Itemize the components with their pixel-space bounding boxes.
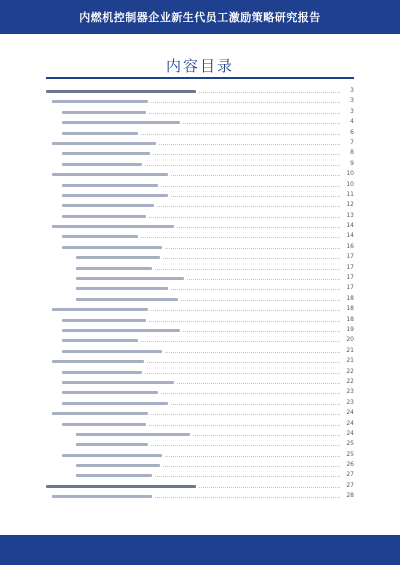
- toc-entry[interactable]: [46, 96, 354, 106]
- toc-entry-title: [52, 495, 152, 498]
- toc-leader-dots: [149, 217, 340, 218]
- toc-entry-title: [62, 371, 142, 374]
- toc-entry-page: 27: [346, 481, 354, 489]
- toc-entry-title: [62, 391, 158, 394]
- toc-leader-dots: [155, 476, 340, 477]
- toc-leader-dots: [151, 102, 340, 103]
- toc-entry-page: 22: [346, 377, 354, 385]
- toc-entry[interactable]: [46, 419, 354, 429]
- toc-entry-page: 12: [346, 201, 354, 209]
- toc-leader-dots: [165, 248, 340, 249]
- toc-entry-page: 9: [350, 159, 354, 167]
- toc-leader-dots: [149, 113, 340, 114]
- toc-entry-page: 24: [346, 419, 354, 427]
- toc-leader-dots: [155, 497, 340, 498]
- toc-entry[interactable]: [46, 367, 354, 377]
- toc-leader-dots: [151, 414, 340, 415]
- toc-leader-dots: [177, 383, 340, 384]
- toc-entry-title: [52, 308, 148, 311]
- toc-entry-page: 20: [346, 336, 354, 344]
- toc-entry[interactable]: [46, 439, 354, 449]
- toc-leader-dots: [165, 456, 340, 457]
- toc-entry-title: [62, 339, 138, 342]
- toc-leader-dots: [163, 258, 340, 259]
- toc-entry[interactable]: [46, 159, 354, 169]
- toc-entry-title: [62, 111, 146, 114]
- toc-leader-dots: [149, 425, 340, 426]
- toc-entry-title: [62, 184, 158, 187]
- toc-entry-title: [62, 235, 138, 238]
- toc-entry-page: 18: [346, 315, 354, 323]
- report-title: 内燃机控制器企业新生代员工激励策略研究报告: [79, 11, 321, 24]
- toc-entry-title: [62, 132, 138, 135]
- toc-entry[interactable]: [46, 283, 354, 293]
- toc-leader-dots: [171, 196, 340, 197]
- toc-leader-dots: [187, 279, 340, 280]
- toc-entry[interactable]: [46, 138, 354, 148]
- toc-entry-title: [76, 443, 148, 446]
- toc-entry[interactable]: [46, 117, 354, 127]
- toc-leader-dots: [145, 373, 340, 374]
- toc-leader-dots: [141, 237, 340, 238]
- toc-leader-dots: [199, 487, 340, 488]
- toc-leader-dots: [193, 435, 340, 436]
- toc-entry[interactable]: [46, 408, 354, 418]
- toc-entry-title: [52, 100, 148, 103]
- toc-entry-title: [52, 142, 156, 145]
- toc-entry-title: [46, 90, 196, 93]
- toc-entry-page: 3: [350, 87, 354, 94]
- toc-entry-page: 24: [346, 409, 354, 417]
- toc-entry[interactable]: [46, 211, 354, 221]
- toc-entry-title: [62, 350, 162, 353]
- toc-entry-title: [76, 474, 152, 477]
- toc-entry-page: 24: [346, 429, 354, 437]
- toc-leader-dots: [199, 92, 340, 93]
- toc-entry[interactable]: [46, 491, 354, 501]
- toc-entry-page: 17: [346, 263, 354, 271]
- toc-entry[interactable]: [46, 107, 354, 117]
- toc-entry-page: 7: [350, 138, 354, 146]
- toc-entry-page: 11: [346, 190, 354, 198]
- toc-entry[interactable]: [46, 346, 354, 356]
- toc-entry-page: 28: [346, 492, 354, 500]
- toc-leader-dots: [147, 362, 340, 363]
- toc-leader-dots: [163, 466, 340, 467]
- toc-entry[interactable]: [46, 221, 354, 231]
- toc-entry-page: 21: [346, 346, 354, 354]
- toc-entry[interactable]: [46, 304, 354, 314]
- toc-entry-title: [52, 412, 148, 415]
- toc-entry[interactable]: [46, 148, 354, 158]
- footer-banner: [0, 535, 400, 565]
- toc-entry-title: [76, 298, 178, 301]
- toc-entry-title: [76, 464, 160, 467]
- toc-entry[interactable]: [46, 377, 354, 387]
- toc-entry[interactable]: [46, 200, 354, 210]
- toc-entry[interactable]: [46, 325, 354, 335]
- toc-entry[interactable]: [46, 273, 354, 283]
- toc-entry[interactable]: [46, 481, 354, 491]
- toc-leader-dots: [161, 186, 340, 187]
- toc-entry-title: [62, 194, 168, 197]
- toc-entry-title: [62, 152, 150, 155]
- toc-entry-title: [52, 173, 168, 176]
- toc-entry-title: [52, 225, 174, 228]
- toc-entry-page: 26: [346, 461, 354, 469]
- toc-leader-dots: [171, 404, 340, 405]
- toc-entry-page: 23: [346, 398, 354, 406]
- toc-entry-title: [62, 329, 180, 332]
- toc-leader-dots: [145, 165, 340, 166]
- toc-leader-dots: [153, 154, 340, 155]
- toc-entry[interactable]: [46, 190, 354, 200]
- toc-entry-page: 16: [346, 242, 354, 250]
- toc-entry[interactable]: [46, 335, 354, 345]
- toc-entry-page: 25: [346, 440, 354, 448]
- toc-entry-page: 10: [346, 170, 354, 178]
- toc-entry-page: 13: [346, 211, 354, 219]
- toc-entry-title: [62, 163, 142, 166]
- toc-leader-dots: [177, 227, 340, 228]
- toc-entry-page: 18: [346, 294, 354, 302]
- toc-entry[interactable]: [46, 470, 354, 480]
- toc-leader-dots: [161, 393, 340, 394]
- toc-leader-dots: [149, 321, 340, 322]
- toc-entry-page: 17: [346, 274, 354, 282]
- toc-leader-dots: [171, 289, 340, 290]
- toc-entry-page: 19: [346, 325, 354, 333]
- toc-entry-page: 3: [350, 107, 354, 115]
- toc-entry-page: 17: [346, 253, 354, 261]
- toc-entry-title: [76, 287, 168, 290]
- toc-entry[interactable]: [46, 169, 354, 179]
- toc-entry[interactable]: [46, 387, 354, 397]
- toc-entry-page: 27: [346, 471, 354, 479]
- toc-entry-title: [62, 246, 162, 249]
- toc-leader-dots: [183, 331, 340, 332]
- toc-entry[interactable]: [46, 263, 354, 273]
- toc-entry[interactable]: [46, 231, 354, 241]
- toc-entry-page: 4: [350, 118, 354, 126]
- toc-leader-dots: [171, 175, 340, 176]
- toc-entry[interactable]: [46, 180, 354, 190]
- toc-entry-title: [62, 423, 146, 426]
- table-of-contents: [46, 86, 354, 502]
- toc-entry[interactable]: [46, 429, 354, 439]
- toc-entry[interactable]: [46, 294, 354, 304]
- toc-leader-dots: [151, 445, 340, 446]
- toc-leader-dots: [155, 269, 340, 270]
- toc-entry-title: [62, 402, 168, 405]
- toc-entry-page: 3: [350, 97, 354, 105]
- toc-heading: 内容目录: [165, 57, 234, 75]
- toc-entry-page: 18: [346, 305, 354, 313]
- toc-entry[interactable]: [46, 450, 354, 460]
- toc-entry-title: [76, 256, 160, 259]
- toc-entry[interactable]: [46, 242, 354, 252]
- toc-leader-dots: [141, 341, 340, 342]
- toc-entry-title: [62, 319, 146, 322]
- toc-entry-title: [46, 485, 196, 488]
- toc-leader-dots: [183, 123, 340, 124]
- toc-entry-page: 23: [346, 388, 354, 396]
- toc-leader-dots: [159, 144, 340, 145]
- toc-entry-page: 17: [346, 284, 354, 292]
- toc-heading-divider: [46, 77, 354, 79]
- toc-entry[interactable]: [46, 252, 354, 262]
- toc-entry-page: 10: [346, 180, 354, 188]
- toc-entry[interactable]: [46, 128, 354, 138]
- toc-entry-title: [52, 360, 144, 363]
- toc-leader-dots: [181, 300, 340, 301]
- toc-entry-page: 14: [346, 232, 354, 240]
- toc-entry-page: 6: [350, 128, 354, 136]
- toc-entry-page: 25: [346, 450, 354, 458]
- toc-entry-page: 8: [350, 149, 354, 157]
- toc-entry-title: [62, 381, 174, 384]
- toc-entry[interactable]: [46, 86, 354, 96]
- toc-leader-dots: [151, 310, 340, 311]
- toc-entry-page: 21: [346, 357, 354, 365]
- toc-leader-dots: [157, 206, 340, 207]
- toc-entry-title: [76, 277, 184, 280]
- toc-entry-page: 22: [346, 367, 354, 375]
- toc-entry-title: [76, 433, 190, 436]
- toc-leader-dots: [141, 134, 340, 135]
- toc-entry-page: 14: [346, 222, 354, 230]
- toc-entry-title: [62, 454, 162, 457]
- toc-entry-title: [62, 204, 154, 207]
- toc-entry-title: [62, 215, 146, 218]
- toc-entry[interactable]: [46, 460, 354, 470]
- toc-entry[interactable]: [46, 356, 354, 366]
- toc-entry[interactable]: [46, 315, 354, 325]
- toc-leader-dots: [165, 352, 340, 353]
- toc-entry-title: [62, 121, 180, 124]
- toc-entry[interactable]: [46, 398, 354, 408]
- toc-entry-title: [76, 267, 152, 270]
